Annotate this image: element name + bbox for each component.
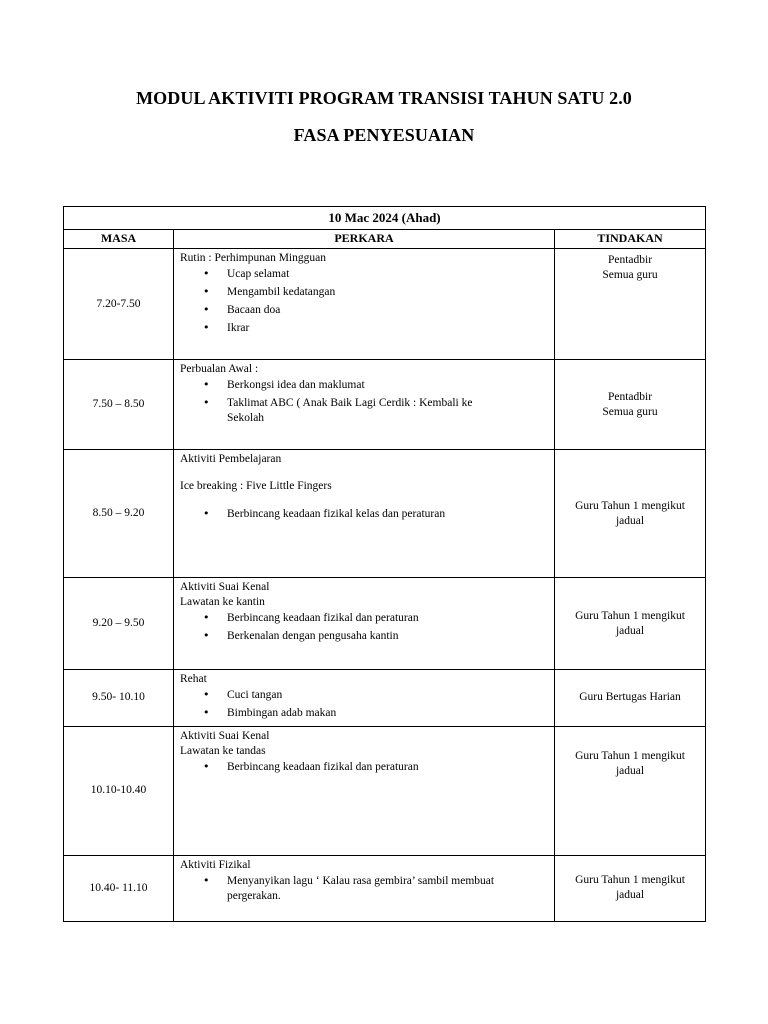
table-row xyxy=(64,670,706,727)
masa-cell: 10.10-10.40 xyxy=(64,726,174,855)
list-item: • Ucap selamat xyxy=(227,267,548,282)
table-row xyxy=(64,855,706,921)
tindakan-cell xyxy=(555,726,706,855)
column-header-masa: MASA xyxy=(64,230,174,249)
masa-cell: 7.20-7.50 xyxy=(64,249,174,360)
tindakan-cell xyxy=(555,670,706,727)
masa-cell: 7.50 – 8.50 xyxy=(64,360,174,450)
masa-cell: 10.40- 11.10 xyxy=(64,855,174,921)
document-title: MODUL AKTIVITI PROGRAM TRANSISI TAHUN SATU 2.0 xyxy=(136,88,632,108)
perkara-subheading: Lawatan ke tandas xyxy=(180,744,266,757)
perkara-cell xyxy=(174,855,555,921)
table-row xyxy=(64,249,706,360)
masa-cell: 9.20 – 9.50 xyxy=(64,578,174,670)
tindakan-cell xyxy=(555,855,706,921)
table-row xyxy=(64,360,706,450)
perkara-subheading: Lawatan ke kantin xyxy=(180,595,265,608)
perkara-cell xyxy=(174,670,555,727)
tindakan-line: jadual xyxy=(615,624,645,637)
bullet-list xyxy=(180,378,548,426)
tindakan-cell xyxy=(555,249,706,360)
perkara-cell xyxy=(174,578,555,670)
perkara-cell xyxy=(174,450,555,578)
table-row xyxy=(64,726,706,855)
bullet-list xyxy=(180,507,548,522)
schedule-date: 10 Mac 2024 (Ahad) xyxy=(64,207,706,230)
list-item: • Cuci tangan xyxy=(227,688,548,703)
tindakan-line: Guru Tahun 1 mengikut xyxy=(575,874,685,887)
list-item: • Berbincang keadaan fizikal dan peraturan xyxy=(227,611,548,626)
column-header-perkara: PERKARA xyxy=(174,230,555,249)
tindakan-cell xyxy=(555,360,706,450)
tindakan-line: Semua guru xyxy=(602,268,658,281)
list-item: • Mengambil kedatangan xyxy=(227,285,548,300)
perkara-heading: Rehat xyxy=(180,673,207,685)
tindakan-line: Guru Bertugas Harian xyxy=(579,691,681,704)
bullet-list xyxy=(180,611,548,644)
perkara-cell xyxy=(174,726,555,855)
list-item: • Taklimat ABC ( Anak Baik Lagi Cerdik : Kembali ke Sekolah xyxy=(227,396,548,426)
list-item: • Bacaan doa xyxy=(227,303,548,318)
schedule-table xyxy=(63,206,706,922)
tindakan-line: Pentadbir xyxy=(607,390,653,403)
bullet-list xyxy=(180,874,548,904)
list-item: • Berbincang keadaan fizikal kelas dan peraturan xyxy=(227,507,548,522)
perkara-heading: Aktiviti Suai Kenal xyxy=(180,729,270,742)
document-subtitle: FASA PENYESUAIAN xyxy=(293,125,475,145)
bullet-list xyxy=(180,267,548,336)
tindakan-line: jadual xyxy=(615,764,645,777)
tindakan-line: jadual xyxy=(615,514,645,527)
bullet-list xyxy=(180,688,548,721)
table-row xyxy=(64,578,706,670)
tindakan-line: Guru Tahun 1 mengikut xyxy=(575,749,685,762)
perkara-cell xyxy=(174,249,555,360)
tindakan-line: Pentadbir xyxy=(607,254,653,266)
perkara-heading: Aktiviti Suai Kenal xyxy=(180,581,270,593)
perkara-heading: Perbualan Awal : xyxy=(180,363,259,375)
tindakan-cell xyxy=(555,450,706,578)
list-item: • Berbincang keadaan fizikal dan peraturan xyxy=(227,760,548,775)
perkara-heading: Aktiviti Fizikal xyxy=(180,858,251,871)
tindakan-line: Guru Tahun 1 mengikut xyxy=(575,609,685,622)
tindakan-line: jadual xyxy=(615,889,645,902)
tindakan-line: Guru Tahun 1 mengikut xyxy=(575,499,685,512)
masa-cell: 9.50- 10.10 xyxy=(64,670,174,727)
list-item: • Ikrar xyxy=(227,321,548,336)
bullet-list xyxy=(180,760,548,775)
list-item: • Berkongsi idea dan maklumat xyxy=(227,378,548,393)
masa-cell: 8.50 – 9.20 xyxy=(64,450,174,578)
perkara-heading: Rutin : Perhimpunan Mingguan xyxy=(180,252,326,264)
list-item: • Bimbingan adab makan xyxy=(227,706,548,721)
perkara-cell xyxy=(174,360,555,450)
tindakan-line: Semua guru xyxy=(602,405,658,418)
list-item: • Menyanyikan lagu ‘ Kalau rasa gembira’ sambil membuat pergerakan. xyxy=(227,874,548,904)
tindakan-cell xyxy=(555,578,706,670)
perkara-subheading: Ice breaking : Five Little Fingers xyxy=(180,479,332,492)
column-header-tindakan: TINDAKAN xyxy=(555,230,706,249)
table-row xyxy=(64,450,706,578)
list-item: • Berkenalan dengan pengusaha kantin xyxy=(227,629,548,644)
perkara-heading: Aktiviti Pembelajaran xyxy=(180,453,282,465)
